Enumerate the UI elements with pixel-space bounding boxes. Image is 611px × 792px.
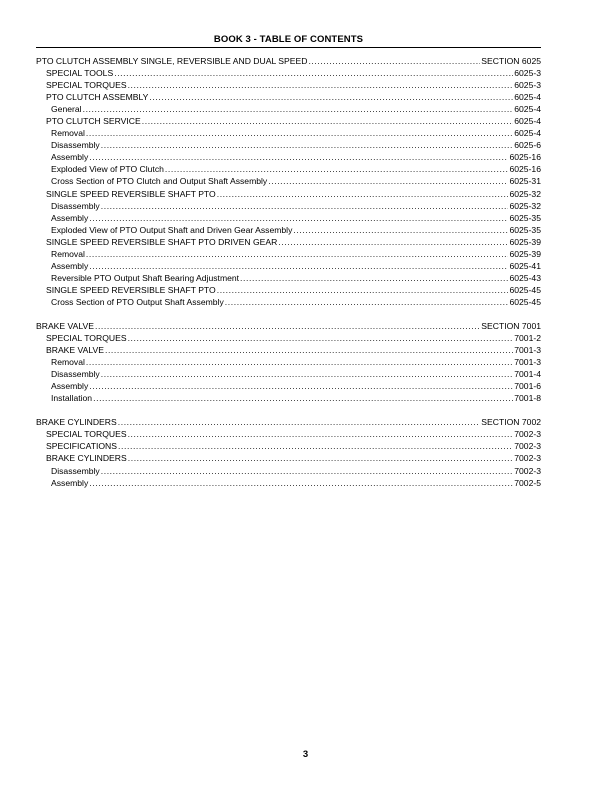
toc-entry-title: BRAKE VALVE	[46, 345, 104, 356]
toc-entry[interactable]	[36, 465, 541, 477]
toc-entry-page: 7001-4	[514, 369, 541, 380]
toc-entry-title: PTO CLUTCH ASSEMBLY	[46, 92, 149, 103]
toc-entry-page: SECTION 7002	[481, 417, 541, 428]
dot-leader	[118, 416, 481, 428]
toc-entry-page: 6025-32	[509, 188, 541, 199]
dot-leader	[89, 380, 513, 392]
toc-entry-page: 6025-35	[509, 224, 541, 235]
toc-entry[interactable]	[36, 272, 541, 284]
toc-entry[interactable]	[36, 356, 541, 368]
dot-leader	[101, 368, 514, 380]
toc-entry-title: Removal	[51, 248, 85, 259]
toc-entry-page: 7001-6	[514, 381, 541, 392]
dot-leader	[293, 224, 508, 236]
toc-entry[interactable]	[36, 332, 541, 344]
toc-entry[interactable]	[36, 67, 541, 79]
dot-leader	[217, 188, 509, 200]
toc-entry[interactable]	[36, 380, 541, 392]
toc-entry-title: Disassembly	[51, 140, 100, 151]
dot-leader	[142, 115, 514, 127]
toc-entry[interactable]	[36, 200, 541, 212]
dot-leader	[105, 344, 513, 356]
toc-entry[interactable]	[36, 224, 541, 236]
toc-entry-title: Exploded View of PTO Output Shaft and Driven Gear Assembly	[51, 224, 293, 235]
toc-entry-title: Cross Section of PTO Output Shaft Assembly	[51, 296, 224, 307]
toc-entry-page: 6025-39	[509, 236, 541, 247]
dot-leader	[101, 200, 509, 212]
toc-entry-page: 6025-4	[514, 116, 541, 127]
toc-entry[interactable]	[36, 236, 541, 248]
toc-entry-page: 7001-8	[514, 393, 541, 404]
dot-leader	[89, 151, 508, 163]
toc-entry-title: Disassembly	[51, 200, 100, 211]
toc-entry[interactable]	[36, 127, 541, 139]
dot-leader	[128, 428, 514, 440]
toc-entry-title: Removal	[51, 128, 85, 139]
dot-leader	[149, 91, 513, 103]
toc-entry-title: Assembly	[51, 260, 89, 271]
dot-leader	[128, 79, 514, 91]
toc-entry-title: SPECIAL TORQUES	[46, 429, 127, 440]
toc-entry[interactable]	[36, 175, 541, 187]
toc-entry[interactable]	[36, 163, 541, 175]
page-number: 3	[302, 749, 309, 760]
toc-entry-title: PTO CLUTCH ASSEMBLY SINGLE, REVERSIBLE AND DUAL SPEED	[36, 56, 308, 66]
toc-entry-page: 6025-41	[509, 260, 541, 271]
toc-entry-page: 6025-16	[509, 152, 541, 163]
toc-entry[interactable]	[36, 428, 541, 440]
toc-entry[interactable]	[36, 115, 541, 127]
toc-section-heading[interactable]	[36, 55, 541, 67]
toc-entry-page: SECTION 7001	[481, 320, 541, 331]
toc-entry[interactable]	[36, 260, 541, 272]
toc-entry[interactable]	[36, 284, 541, 296]
toc-entry-page: 6025-39	[509, 248, 541, 259]
toc-entry-page: 6025-45	[509, 284, 541, 295]
toc-entry[interactable]	[36, 139, 541, 151]
toc-entry-page: 7002-3	[514, 429, 541, 440]
dot-leader	[114, 67, 513, 79]
toc-entry[interactable]	[36, 344, 541, 356]
dot-leader	[86, 127, 513, 139]
dot-leader	[278, 236, 508, 248]
toc-entry-title: Assembly	[51, 381, 89, 392]
toc-section	[36, 55, 541, 308]
toc-entry-title: PTO CLUTCH SERVICE	[46, 116, 141, 127]
dot-leader	[95, 320, 480, 332]
toc-entry[interactable]	[36, 452, 541, 464]
toc-entry[interactable]	[36, 477, 541, 489]
toc-entry-page: 6025-32	[509, 200, 541, 211]
header-divider	[36, 47, 541, 48]
toc-entry-title: Disassembly	[51, 465, 100, 476]
toc-entry-title: Exploded View of PTO Clutch	[51, 164, 164, 175]
toc-section	[36, 416, 541, 488]
dot-leader	[217, 284, 509, 296]
toc-entry[interactable]	[36, 248, 541, 260]
dot-leader	[268, 175, 508, 187]
toc-entry-page: 6025-4	[514, 128, 541, 139]
toc-entry[interactable]	[36, 91, 541, 103]
toc-entry-title: SINGLE SPEED REVERSIBLE SHAFT PTO	[46, 188, 216, 199]
toc-entry[interactable]	[36, 392, 541, 404]
toc-entry[interactable]	[36, 188, 541, 200]
toc-entry-page: 6025-3	[514, 80, 541, 91]
toc-entry-title: SPECIAL TORQUES	[46, 333, 127, 344]
toc-entry[interactable]	[36, 212, 541, 224]
dot-leader	[93, 392, 513, 404]
dot-leader	[225, 296, 509, 308]
dot-leader	[101, 465, 514, 477]
toc-entry-page: 6025-16	[509, 164, 541, 175]
toc-entry-title: SPECIFICATIONS	[46, 441, 117, 452]
dot-leader	[128, 452, 514, 464]
dot-leader	[83, 103, 514, 115]
toc-entry-title: Cross Section of PTO Clutch and Output Shaft Assembly	[51, 176, 268, 187]
toc-entry-page: 7001-3	[514, 357, 541, 368]
toc-entry-page: 7002-5	[514, 477, 541, 488]
toc-section-heading[interactable]	[36, 320, 541, 332]
toc-entry-title: Reversible PTO Output Shaft Bearing Adjustment	[51, 272, 240, 283]
toc-entry-title: Assembly	[51, 152, 89, 163]
toc-entry-page: 7002-3	[514, 465, 541, 476]
toc-entry-page: 6025-4	[514, 104, 541, 115]
toc-entry-title: Installation	[51, 393, 93, 404]
toc-entry[interactable]	[36, 103, 541, 115]
page-title: BOOK 3 - TABLE OF CONTENTS	[213, 34, 364, 45]
dot-leader	[308, 55, 480, 67]
dot-leader	[89, 477, 513, 489]
dot-leader	[240, 272, 508, 284]
toc-entry-title: SPECIAL TORQUES	[46, 80, 127, 91]
dot-leader	[86, 248, 509, 260]
toc-entry[interactable]	[36, 151, 541, 163]
toc-entry-title: BRAKE CYLINDERS	[46, 453, 127, 464]
toc-entry-title: Assembly	[51, 212, 89, 223]
toc-entry-page: 6025-6	[514, 140, 541, 151]
toc-entry[interactable]	[36, 440, 541, 452]
dot-leader	[128, 332, 514, 344]
toc-entry-page: 7002-3	[514, 441, 541, 452]
toc-entry-page: 6025-35	[509, 212, 541, 223]
toc-entry-page: 6025-4	[514, 92, 541, 103]
toc-entry-title: BRAKE CYLINDERS	[36, 417, 117, 428]
toc-entry-page: 6025-31	[509, 176, 541, 187]
toc-entry-title: SINGLE SPEED REVERSIBLE SHAFT PTO DRIVEN GEAR	[46, 236, 278, 247]
dot-leader	[165, 163, 509, 175]
toc-entry-page: 6025-43	[509, 272, 541, 283]
toc-entry-title: Removal	[51, 357, 85, 368]
toc-entry-title: General	[51, 104, 82, 115]
toc-entry-title: BRAKE VALVE	[36, 320, 94, 331]
toc-entry-page: 7002-3	[514, 453, 541, 464]
dot-leader	[89, 212, 508, 224]
toc-entry-title: SPECIAL TOOLS	[46, 68, 114, 79]
toc-entry-page: 6025-3	[514, 68, 541, 79]
toc-entry-page: 7001-2	[514, 333, 541, 344]
dot-leader	[118, 440, 513, 452]
toc-entry-title: SINGLE SPEED REVERSIBLE SHAFT PTO	[46, 284, 216, 295]
toc-entry[interactable]	[36, 79, 541, 91]
toc-entry-title: Disassembly	[51, 369, 100, 380]
toc-entry-page: SECTION 6025	[481, 56, 541, 66]
toc-section-heading[interactable]	[36, 416, 541, 428]
toc-entry-title: Assembly	[51, 477, 89, 488]
toc-section	[36, 320, 541, 404]
dot-leader	[89, 260, 508, 272]
toc-entry[interactable]	[36, 368, 541, 380]
toc-entry[interactable]	[36, 296, 541, 308]
toc-entry-page: 6025-45	[509, 296, 541, 307]
dot-leader	[101, 139, 514, 151]
table-of-contents	[36, 55, 541, 501]
toc-entry-page: 7001-3	[514, 345, 541, 356]
dot-leader	[86, 356, 513, 368]
